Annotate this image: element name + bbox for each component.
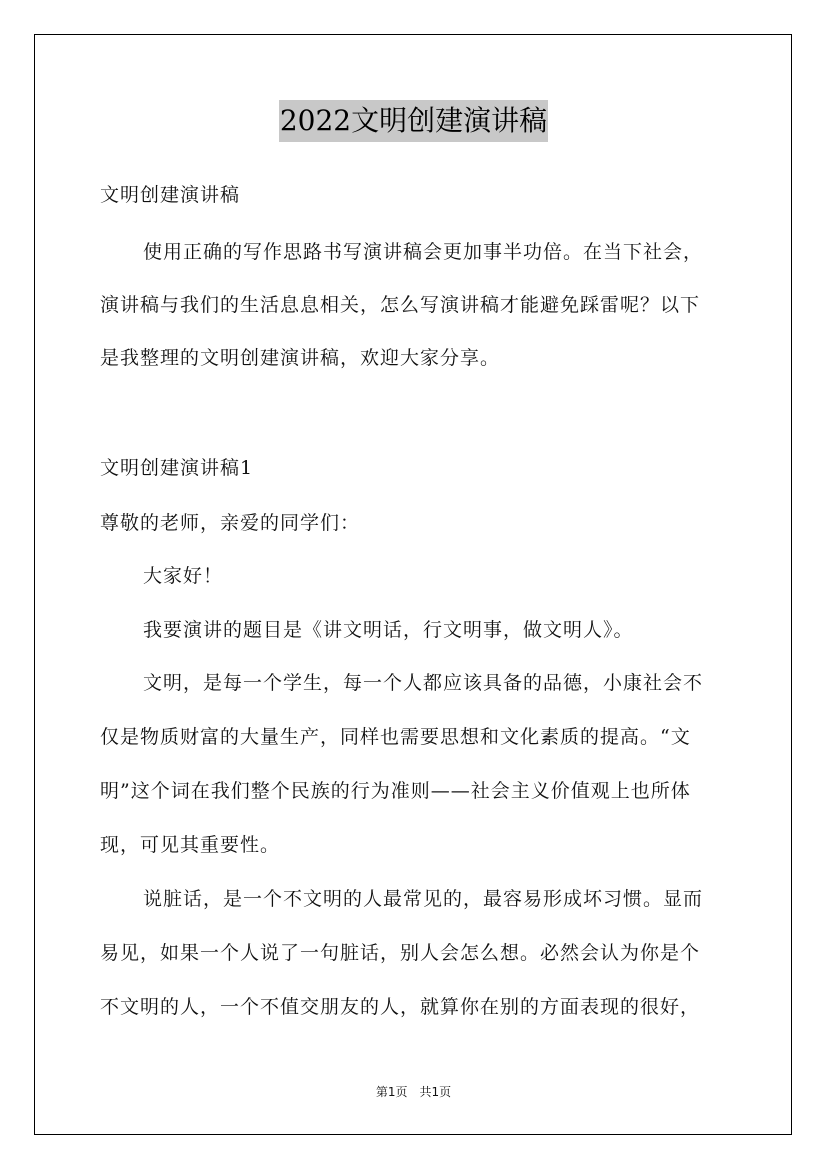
document-title: 2022文明创建演讲稿 bbox=[279, 100, 548, 142]
topic-line: 我要演讲的题目是《讲文明话，行文明事，做文明人》。 bbox=[143, 619, 634, 641]
paragraph2-line-1: 说脏话，是一个不文明的人最常见的，最容易形成坏习惯。显而 bbox=[143, 888, 704, 910]
paragraph2-line-2: 易见，如果一个人说了一句脏话，别人会怎么想。必然会认为你是个 bbox=[100, 942, 701, 964]
paragraph1-line-2: 仅是物质财富的大量生产，同样也需要思想和文化素质的提高。“文 bbox=[100, 726, 691, 748]
paragraph1-line-1: 文明，是每一个学生，每一个人都应该具备的品德，小康社会不 bbox=[143, 672, 704, 694]
subtitle: 文明创建演讲稿 bbox=[100, 184, 241, 206]
paragraph1-line-4: 现，可见其重要性。 bbox=[100, 834, 281, 856]
greeting: 大家好！ bbox=[143, 565, 224, 587]
paragraph2-line-3: 不文明的人，一个不值交朋友的人，就算你在别的方面表现的很好， bbox=[100, 996, 701, 1018]
intro-line-1: 使用正确的写作思路书写演讲稿会更加事半功倍。在当下社会， bbox=[143, 241, 704, 263]
page-footer: 第1页 共1页 bbox=[375, 1085, 452, 1099]
intro-line-3: 是我整理的文明创建演讲稿，欢迎大家分享。 bbox=[100, 347, 501, 369]
section-heading: 文明创建演讲稿1 bbox=[100, 457, 254, 479]
intro-line-2: 演讲稿与我们的生活息息相关，怎么写演讲稿才能避免踩雷呢？以下 bbox=[100, 294, 701, 316]
salutation: 尊敬的老师，亲爱的同学们： bbox=[100, 512, 361, 534]
paragraph1-line-3: 明”这个词在我们整个民族的行为准则——社会主义价值观上也所体 bbox=[100, 780, 691, 802]
title-container bbox=[0, 100, 827, 142]
